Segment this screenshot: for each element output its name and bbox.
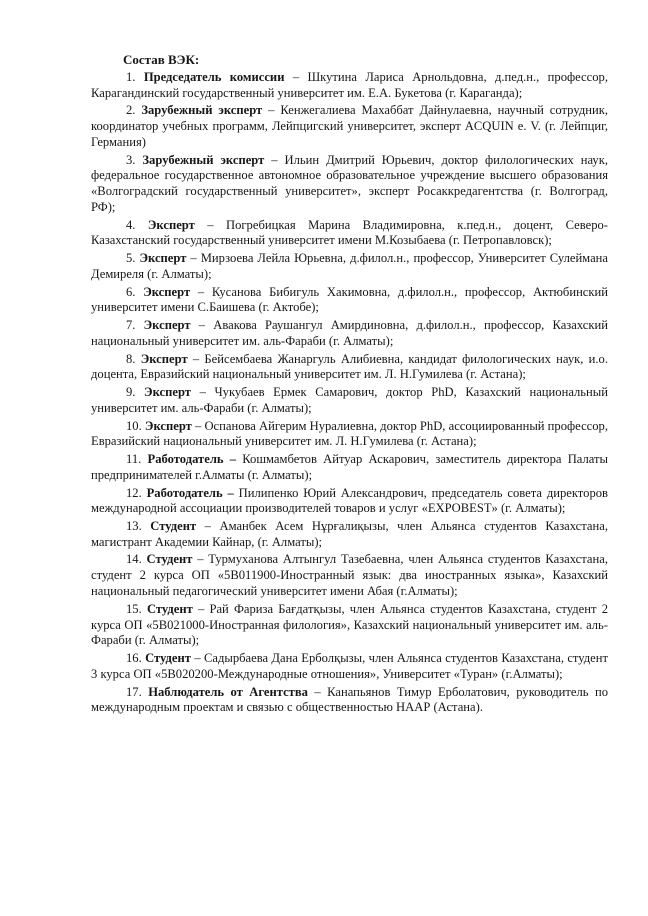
member-details: – Оспанова Айгерим Нуралиевна, доктор PhD, ассоциированный профессор, Евразийский национальный университет им. Л. Н.Гумилева (г. Астана);	[91, 418, 609, 449]
member-details: Пилипенко Юрий Александрович, председатель совета директоров международной ассоциации производителей товаров и услуг «EXPOBEST» (г. Алматы);	[91, 485, 608, 516]
member-entry	[91, 352, 608, 384]
member-entry	[91, 651, 608, 683]
member-number: 8.	[126, 351, 136, 366]
member-entry	[91, 519, 608, 551]
member-entry	[91, 153, 608, 216]
member-role: Эксперт	[144, 418, 192, 433]
member-entry	[91, 486, 608, 518]
member-details: – Авакова Раушангул Амирдиновна, д.филол.н., профессор, Казахский национальный университет им. аль-Фараби (г. Алматы);	[91, 318, 608, 348]
member-role: Эксперт	[139, 251, 187, 266]
member-entry	[91, 251, 608, 283]
member-number: 10.	[126, 418, 142, 433]
member-number: 12.	[126, 485, 142, 500]
member-number: 14.	[126, 552, 142, 567]
member-details: Кошмамбетов Айтуар Аскарович, заместитель директора Палаты предпринимателей г.Алматы (г. Алматы);	[91, 452, 608, 482]
member-entry	[91, 318, 608, 350]
member-details: – Турмуханова Алтынгул Тазебаевна, член Альянса студентов Казахстана, студент 2 курса ОП «5В011900-Иностранный язык: два иностранных языка», Казахский национальный педагогический университет имени Абая (г.Алматы);	[91, 552, 608, 599]
member-details: – Рай Фариза Бағдатқызы, член Альянса студентов Казахстана, студент 2 курса ОП «5В021000-Иностранная филология», Казахский национальный университет им. аль-Фараби (г. Алматы);	[91, 601, 608, 648]
member-role: Эксперт	[140, 351, 188, 366]
member-number: 3.	[126, 152, 136, 167]
member-role: Председатель комиссии	[143, 69, 285, 84]
member-role: Эксперт	[147, 217, 195, 232]
member-role: Студент	[150, 519, 197, 533]
member-entry	[91, 218, 608, 250]
member-entry	[91, 685, 608, 717]
members-list	[91, 70, 608, 716]
member-details: – Ильин Дмитрий Юрьевич, доктор филологических наук, федеральное государственное автономное образовательное учреждение высшего образования «Волгоградский государственный университет», эксперт Росаккредагентства (г. Волгоград, РФ);	[91, 152, 608, 214]
member-entry	[91, 419, 608, 451]
member-number: 5.	[126, 251, 136, 266]
member-number: 15.	[126, 601, 142, 616]
member-number: 13.	[126, 519, 142, 533]
member-entry	[91, 103, 608, 150]
member-entry	[91, 452, 608, 484]
member-role: Работодатель –	[146, 485, 234, 500]
member-number: 1.	[126, 69, 136, 84]
member-number: 17.	[126, 684, 142, 699]
member-number: 4.	[126, 217, 136, 232]
member-role: Работодатель –	[147, 452, 237, 467]
member-details: – Чукубаев Ермек Самарович, доктор PhD, Казахский национальный университет им. аль-Фараби (г. Алматы);	[91, 385, 608, 415]
member-role: Эксперт	[144, 385, 191, 400]
member-details: – Бейсембаева Жанаргуль Алибиевна, кандидат филологических наук, и.о. доцента, Евразийский национальный университет им. Л. Н.Гумилева (г. Астана);	[91, 351, 608, 382]
document-body	[91, 52, 608, 718]
member-number: 11.	[126, 452, 142, 467]
member-details: – Кенжегалиева Махаббат Дайнулаевна, научный сотрудник, координатор учебных программ, Лейпцигский университет, эксперт ACQUIN e. V. (г. Лейпциг, Германия)	[91, 103, 608, 149]
member-details: – Аманбек Асем Нұрғалиқызы, член Альянса студентов Казахстана, магистрант Академии Кайнар, (г. Алматы);	[91, 519, 609, 549]
member-details: – Шкутина Лариса Арнольдовна, д.пед.н., профессор, Карагандинский государственный университет им. Е.А. Букетова (г. Караганда);	[91, 69, 608, 100]
member-role: Студент	[146, 601, 193, 616]
member-role: Студент	[145, 651, 191, 666]
member-entry	[91, 285, 608, 317]
member-details: – Мирзоева Лейла Юрьевна, д.филол.н., профессор, Университет Сулеймана Демиреля (г. Алматы);	[91, 251, 608, 281]
member-entry	[91, 552, 608, 599]
member-number: 16.	[126, 651, 142, 666]
member-details: – Канапьянов Тимур Ерболатович, руководитель по международным проектам и связью с общественностью НААР (Астана).	[91, 684, 608, 715]
member-role: Эксперт	[143, 284, 191, 299]
member-entry	[91, 602, 608, 649]
member-number: 9.	[126, 385, 136, 400]
member-role: Зарубежный эксперт	[141, 103, 263, 118]
member-number: 2.	[126, 103, 136, 118]
member-role: Наблюдатель от Агентства	[148, 684, 308, 699]
member-details: – Погребицкая Марина Владимировна, к.пед.н., доцент, Северо-Казахстанский государственный университет имени М.Козыбаева (г. Петропавловск);	[91, 217, 608, 248]
member-role: Зарубежный эксперт	[142, 152, 265, 167]
member-role: Эксперт	[143, 318, 191, 333]
member-role: Студент	[146, 552, 193, 567]
member-number: 7.	[126, 318, 136, 333]
member-details: – Садырбаева Дана Ерболқызы, член Альянса студентов Казахстана, студент 3 курса ОП «5В020200-Международные отношения», Университет «Туран» (г.Алматы);	[91, 651, 608, 681]
member-entry	[91, 385, 608, 417]
member-entry	[91, 70, 608, 102]
member-number: 6.	[126, 284, 136, 299]
section-heading: Состав ВЭК:	[123, 52, 200, 67]
member-details: – Кусанова Бибигуль Хакимовна, д.филол.н., профессор, Актюбинский университет имени С.Баишева (г. Актобе);	[91, 284, 608, 315]
